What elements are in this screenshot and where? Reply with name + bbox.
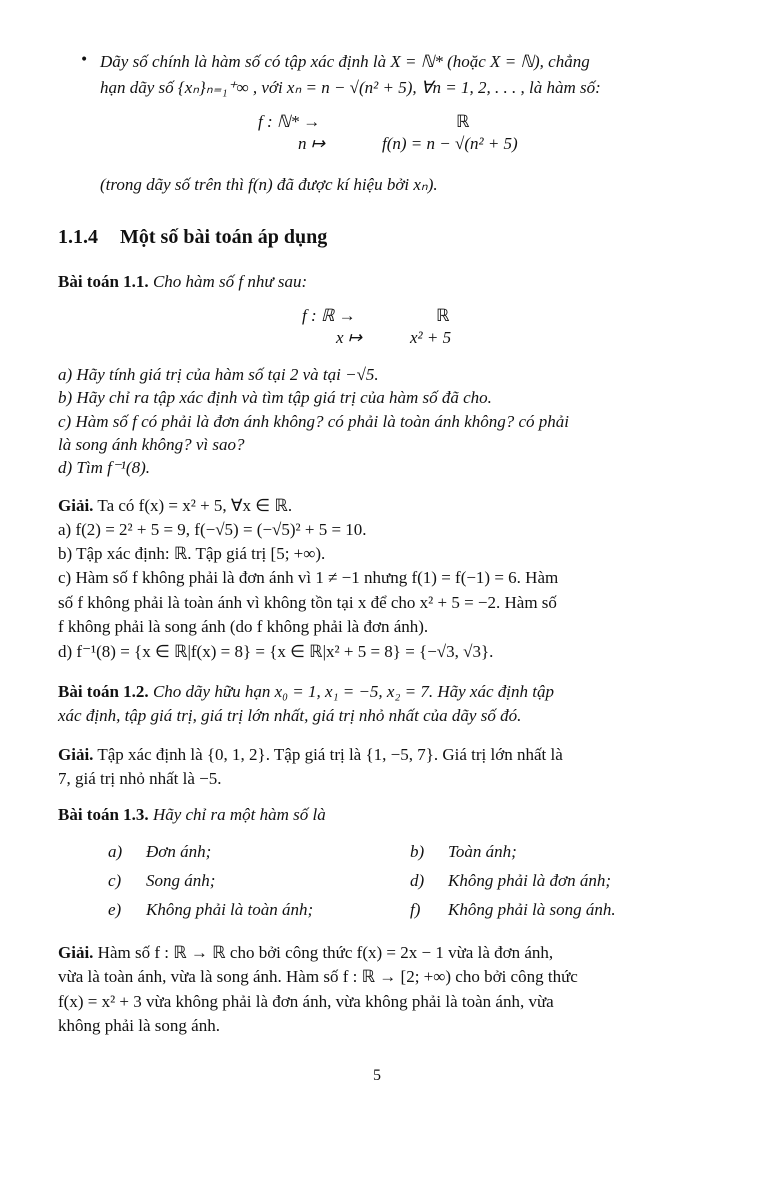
solution-1-part-a: a) f(2) = 2² + 5 = 9, f(−√5) = (−√5)² + 5 = 10. (58, 520, 367, 539)
solution-3-line-1 (58, 941, 708, 965)
solution-2-text-1: Tập xác định là {0, 1, 2}. Tập giá trị là {1, −5, 7}. Giá trị lớn nhất là (97, 745, 563, 764)
problem-2-line-2: xác định, tập giá trị, giá trị lớn nhất, giá trị nhỏ nhất của dãy số đó. (58, 706, 522, 725)
problem-3-option-d (410, 871, 611, 891)
problem-1-map-row2-left: x ↦ (336, 328, 363, 347)
solution-1-line-0: Ta có f(x) = x² + 5, ∀x ∈ ℝ. (97, 496, 293, 515)
option-key: e) (108, 900, 122, 919)
problem-3-option-c (108, 871, 215, 891)
intro-map-row1-right: ℝ (456, 112, 470, 131)
problem-3-option-f (410, 900, 616, 920)
section-number: 1.1.4 (58, 226, 98, 248)
problem-2-line-1 (58, 680, 708, 704)
solution-3-text-1: Hàm số f : ℝ → ℝ cho bởi công thức f(x) = 2x − 1 vừa là đơn ánh, (97, 943, 554, 962)
option-text: Toàn ánh; (448, 842, 517, 861)
solution-3-line-4: không phải là song ánh. (58, 1016, 220, 1035)
solution-2-line-1 (58, 743, 708, 767)
problem-1-part-a: a) Hãy tính giá trị của hàm số tại 2 và tại −√5. (58, 365, 379, 384)
solution-3-line-2: vừa là toàn ánh, vừa là song ánh. Hàm số f : ℝ → [2; +∞) cho bởi công thức (58, 967, 578, 986)
problem-1-part-c-line-1: c) Hàm số f có phải là đơn ánh không? có phải là toàn ánh không? có phải (58, 412, 569, 431)
option-key: f) (410, 900, 421, 919)
solution-1-part-c-line-3: f không phải là song ánh (do f không phải là đơn ánh). (58, 617, 429, 636)
problem-1-part-d: d) Tìm f⁻¹(8). (58, 458, 150, 477)
option-text: Không phải là toàn ánh; (146, 900, 314, 919)
solution-1-part-c-line-2: số f không phải là toàn ánh vì không tồn tại x để cho x² + 5 = −2. Hàm số (58, 593, 557, 612)
solution-3-line-3: f(x) = x² + 3 vừa không phải là đơn ánh, vừa không phải là toàn ánh, vừa (58, 992, 554, 1011)
problem-3-statement: Hãy chỉ ra một hàm số là (152, 805, 326, 824)
option-text: Không phải là song ánh. (448, 900, 616, 919)
solution-1-label: Giải. (58, 496, 94, 515)
solution-2-line-2: 7, giá trị nhỏ nhất là −5. (58, 769, 222, 788)
bullet-dot: • (80, 52, 89, 68)
problem-1-heading (58, 270, 708, 294)
intro-map-row2-right: f(n) = n − √(n² + 5) (382, 134, 518, 153)
solution-3-label: Giải. (58, 943, 94, 962)
option-key: b) (410, 842, 425, 861)
solution-2-label: Giải. (58, 745, 94, 764)
intro-line-1: Dãy số chính là hàm số có tập xác định là X = ℕ* (hoặc X = ℕ), chẳng (100, 52, 590, 71)
option-text: Không phải là đơn ánh; (448, 871, 612, 890)
section-heading (58, 226, 327, 249)
intro-map-row2-left: n ↦ (298, 134, 325, 153)
problem-1-label: Bài toán 1.1. (58, 272, 149, 291)
intro-note: (trong dãy số trên thì f(n) đã được kí hiệu bởi xₙ). (100, 175, 438, 194)
option-text: Đơn ánh; (146, 842, 212, 861)
solution-1-intro (58, 494, 708, 518)
intro-map-row1-left: f : ℕ* → (258, 112, 321, 131)
problem-3-option-a (108, 842, 211, 862)
problem-1-map-row1-right: ℝ (436, 306, 450, 325)
problem-3-label: Bài toán 1.3. (58, 805, 149, 824)
problem-3-heading (58, 803, 708, 827)
solution-1-part-c-line-1: c) Hàm số f không phải là đơn ánh vì 1 ≠ −1 nhưng f(1) = f(−1) = 6. Hàm (58, 568, 559, 587)
section-title: Một số bài toán áp dụng (120, 226, 328, 248)
problem-1-part-b: b) Hãy chỉ ra tập xác định và tìm tập giá trị của hàm số đã cho. (58, 388, 492, 407)
problem-2-text-1: Cho dãy hữu hạn x₀ = 1, x₁ = −5, x₂ = 7. Hãy xác định tập (152, 682, 554, 701)
solution-1-part-b: b) Tập xác định: ℝ. Tập giá trị [5; +∞). (58, 544, 326, 563)
intro-line-2: hạn dãy số {xₙ}ₙ₌₁⁺∞ , với xₙ = n − √(n² + 5), ∀n = 1, 2, . . . , là hàm số: (100, 78, 601, 97)
problem-1-map-row1-left: f : ℝ → (302, 306, 356, 325)
solution-1-part-d: d) f⁻¹(8) = {x ∈ ℝ|f(x) = 8} = {x ∈ ℝ|x² + 5 = 8} = {−√3, √3}. (58, 642, 494, 661)
problem-1-map-row2-right: x² + 5 (410, 328, 452, 347)
option-key: c) (108, 871, 122, 890)
option-key: d) (410, 871, 425, 890)
problem-3-option-e (108, 900, 313, 920)
problem-3-option-b (410, 842, 517, 862)
problem-2-label: Bài toán 1.2. (58, 682, 149, 701)
page-number: 5 (373, 1067, 381, 1084)
problem-1-part-c-line-2: là song ánh không? vì sao? (58, 435, 245, 454)
option-text: Song ánh; (146, 871, 216, 890)
problem-1-statement: Cho hàm số f như sau: (152, 272, 308, 291)
option-key: a) (108, 842, 123, 861)
